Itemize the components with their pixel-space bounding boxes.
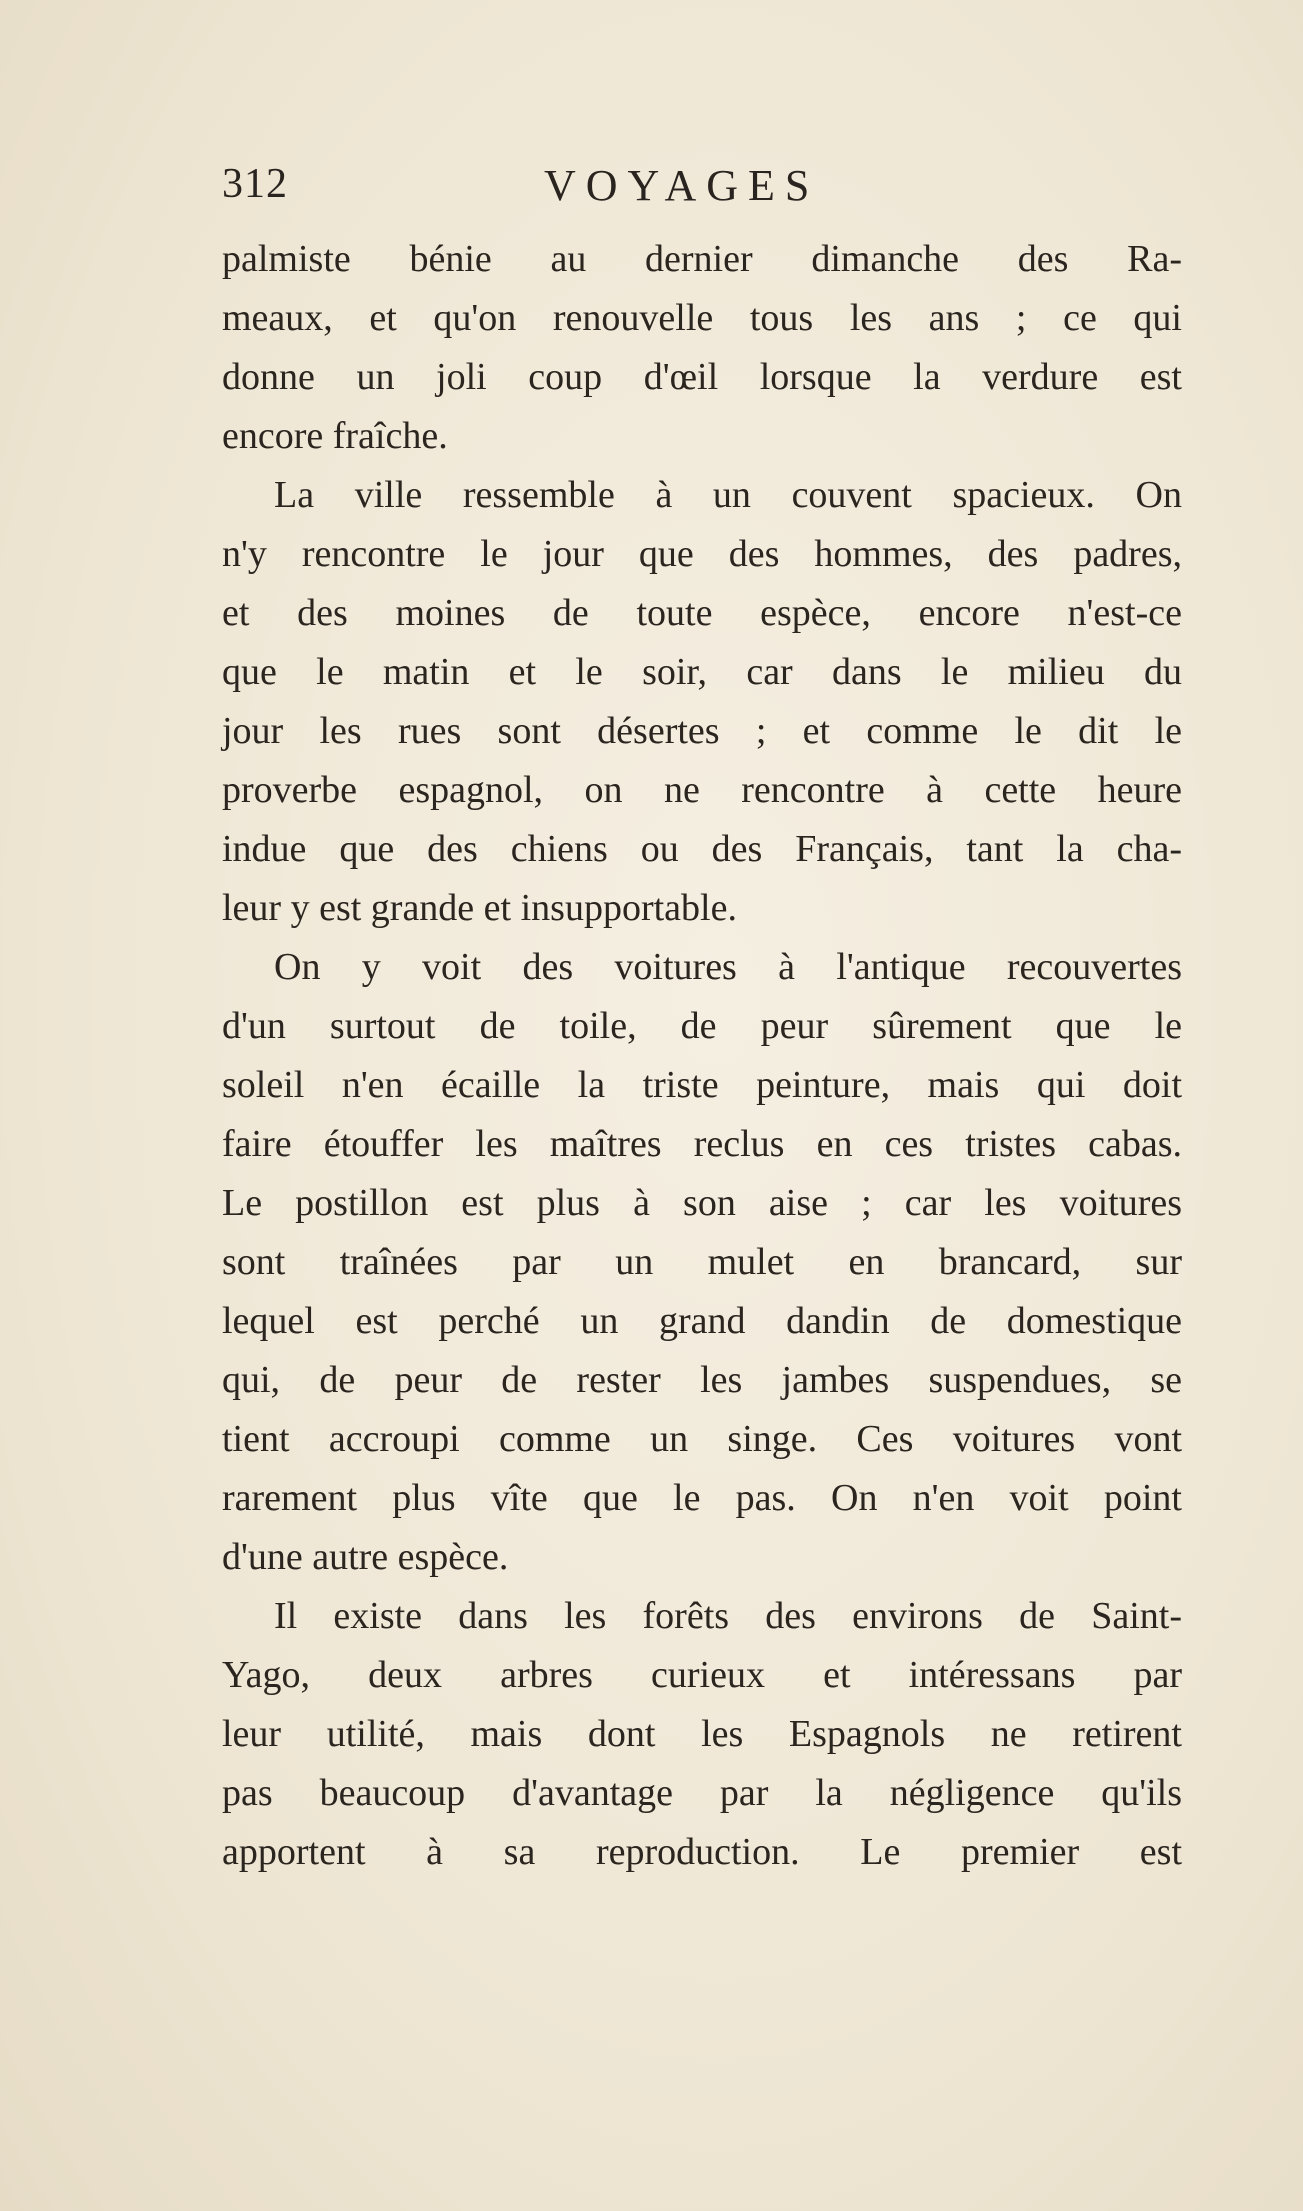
text-line: sont traînées par un mulet en brancard, sur xyxy=(222,1241,1182,1283)
text-line: soleil n'en écaille la triste peinture, mais qui doit xyxy=(222,1064,1182,1106)
text-line: leur y est grande et insupportable. xyxy=(222,887,737,929)
body-text xyxy=(222,230,1182,1882)
text-line: pas beaucoup d'avantage par la négligence qu'ils xyxy=(222,1772,1182,1814)
text-line: et des moines de toute espèce, encore n'est-ce xyxy=(222,592,1182,634)
text-line: encore fraîche. xyxy=(222,415,448,457)
text-line: Yago, deux arbres curieux et intéressans par xyxy=(222,1654,1182,1696)
text-line: lequel est perché un grand dandin de domestique xyxy=(222,1300,1182,1342)
text-line: palmiste bénie au dernier dimanche des Ra- xyxy=(222,238,1182,280)
text-line: d'une autre espèce. xyxy=(222,1536,509,1578)
paragraph-first-line: La ville ressemble à un couvent spacieux. On xyxy=(274,474,1182,516)
text-line: proverbe espagnol, on ne rencontre à cette heure xyxy=(222,769,1182,811)
text-line: faire étouffer les maîtres reclus en ces tristes cabas. xyxy=(222,1123,1182,1165)
page-header xyxy=(222,160,1182,220)
text-line: apportent à sa reproduction. Le premier est xyxy=(222,1831,1182,1873)
text-line: leur utilité, mais dont les Espagnols ne retirent xyxy=(222,1713,1182,1755)
paragraph-first-line: Il existe dans les forêts des environs de Saint- xyxy=(274,1595,1182,1637)
text-line: n'y rencontre le jour que des hommes, des padres, xyxy=(222,533,1182,575)
text-line: que le matin et le soir, car dans le milieu du xyxy=(222,651,1182,693)
page-number: 312 xyxy=(222,161,288,207)
running-head: VOYAGES xyxy=(544,161,820,210)
text-line: rarement plus vîte que le pas. On n'en voit point xyxy=(222,1477,1182,1519)
text-line: indue que des chiens ou des Français, tant la cha- xyxy=(222,828,1182,870)
text-line: qui, de peur de rester les jambes suspendues, se xyxy=(222,1359,1182,1401)
text-line: d'un surtout de toile, de peur sûrement que le xyxy=(222,1005,1182,1047)
text-line: donne un joli coup d'œil lorsque la verdure est xyxy=(222,356,1182,398)
text-line: meaux, et qu'on renouvelle tous les ans ; ce qui xyxy=(222,297,1182,339)
text-line: Le postillon est plus à son aise ; car les voitures xyxy=(222,1182,1182,1224)
text-line: jour les rues sont désertes ; et comme le dit le xyxy=(222,710,1182,752)
text-line: tient accroupi comme un singe. Ces voitures vont xyxy=(222,1418,1182,1460)
paragraph-first-line: On y voit des voitures à l'antique recouvertes xyxy=(274,946,1182,988)
